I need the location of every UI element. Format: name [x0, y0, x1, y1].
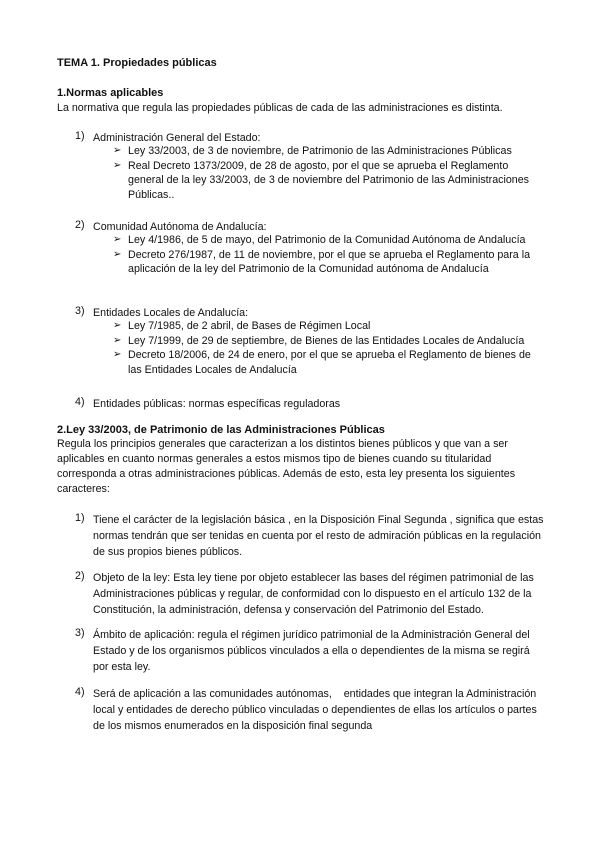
item-label: Administración General del Estado:	[93, 132, 261, 144]
item-text: Tiene el carácter de la legislación básica , en la Disposición Final Segunda , significa que estas normas tendrán que ser tenidas en cuenta por el resto de admiración públicas en la regulación de sus propios bienes públicos.	[93, 514, 544, 559]
document-title: TEMA 1. Propiedades públicas	[57, 57, 217, 69]
sub-item: ➢ Real Decreto 1373/2009, de 28 de agosto, por el que se aprueba el Reglamento general de la ley 33/2003, de 3 de noviembre del Patrimonio de las Administraciones Públicas..	[113, 159, 530, 201]
arrow-bullet-icon: ➢	[113, 145, 122, 156]
section-1-intro: La normativa que regula las propiedades públicas de cada de las administraciones es distinta.	[57, 102, 503, 114]
sub-item: ➢ Ley 4/1986, de 5 de mayo, del Patrimonio de la Comunidad Autónoma de Andalucía	[113, 234, 526, 246]
item-number: 1)	[75, 130, 85, 142]
arrow-bullet-icon: ➢	[113, 320, 122, 331]
sub-item: ➢ Decreto 18/2006, de 24 de enero, por el que se aprueba el Reglamento de bienes de las Entidades Locales de Andalucía	[113, 349, 531, 376]
item-number: 2)	[75, 570, 85, 582]
sub-list	[113, 319, 543, 377]
item-label: Entidades Locales de Andalucía:	[93, 307, 249, 319]
arrow-bullet-icon: ➢	[113, 248, 122, 260]
sub-list	[113, 233, 543, 277]
item-number: 4)	[75, 686, 85, 698]
section-2-heading: 2.Ley 33/2003, de Patrimonio de las Administraciones Públicas	[57, 424, 385, 436]
item-text: Ámbito de aplicación: regula el régimen jurídico patrimonial de la Administración General del Estado y de los organismos públicos vinculados a ella o dependientes de la misma se regirá por esta ley.	[93, 629, 530, 674]
arrow-bullet-icon: ➢	[113, 234, 122, 245]
arrow-bullet-icon: ➢	[113, 349, 122, 360]
item-number: 3)	[75, 305, 85, 317]
item-label: Comunidad Autónoma de Andalucía:	[93, 221, 267, 233]
sub-item: ➢ Ley 7/1985, de 2 abril, de Bases de Régimen Local	[113, 320, 371, 332]
item-number: 2)	[75, 219, 85, 231]
sub-item: ➢ Ley 33/2003, de 3 de noviembre, de Patrimonio de las Administraciones Públicas	[113, 145, 512, 157]
item-number: 3)	[75, 627, 85, 639]
section-2-intro: Regula los principios generales que caracterizan a los distintos bienes públicos y que van a ser aplicables en cuanto normas generales a estos mismos tipo de bienes cuando su titularidad corresponda a otras administraciones públicas. Además de esto, esta ley presenta los siguientes caracteres:	[57, 438, 516, 495]
sub-item: ➢ Ley 7/1999, de 29 de septiembre, de Bienes de las Entidades Locales de Andalucía	[113, 334, 525, 347]
item-number: 1)	[75, 512, 85, 524]
sub-item: ➢ Decreto 276/1987, de 11 de noviembre, por el que se aprueba el Reglamento para la aplicación de la ley del Patrimonio de la Comunidad autónoma de Andalucía	[113, 248, 531, 275]
item-text: Será de aplicación a las comunidades autónomas, entidades que integran la Administración local y entidades de derecho público vinculadas o dependientes de ellas los artículos o partes de los mismos enumerados en la disposición final segunda	[93, 688, 540, 733]
section-1-heading: 1.Normas aplicables	[57, 87, 164, 99]
arrow-bullet-icon: ➢	[113, 334, 122, 346]
sub-list	[113, 144, 543, 202]
item-number: 4)	[75, 396, 85, 408]
item-text: Objeto de la ley: Esta ley tiene por objeto establecer las bases del régimen patrimonial de las Administraciones públicas y regular, de conformidad con lo dispuesto en el artículo 132 de la Constitución, la administración, defensa y conservación del Patrimonio del Estado.	[93, 572, 534, 617]
arrow-bullet-icon: ➢	[113, 159, 122, 171]
item-label: Entidades públicas: normas específicas reguladoras	[93, 398, 341, 410]
